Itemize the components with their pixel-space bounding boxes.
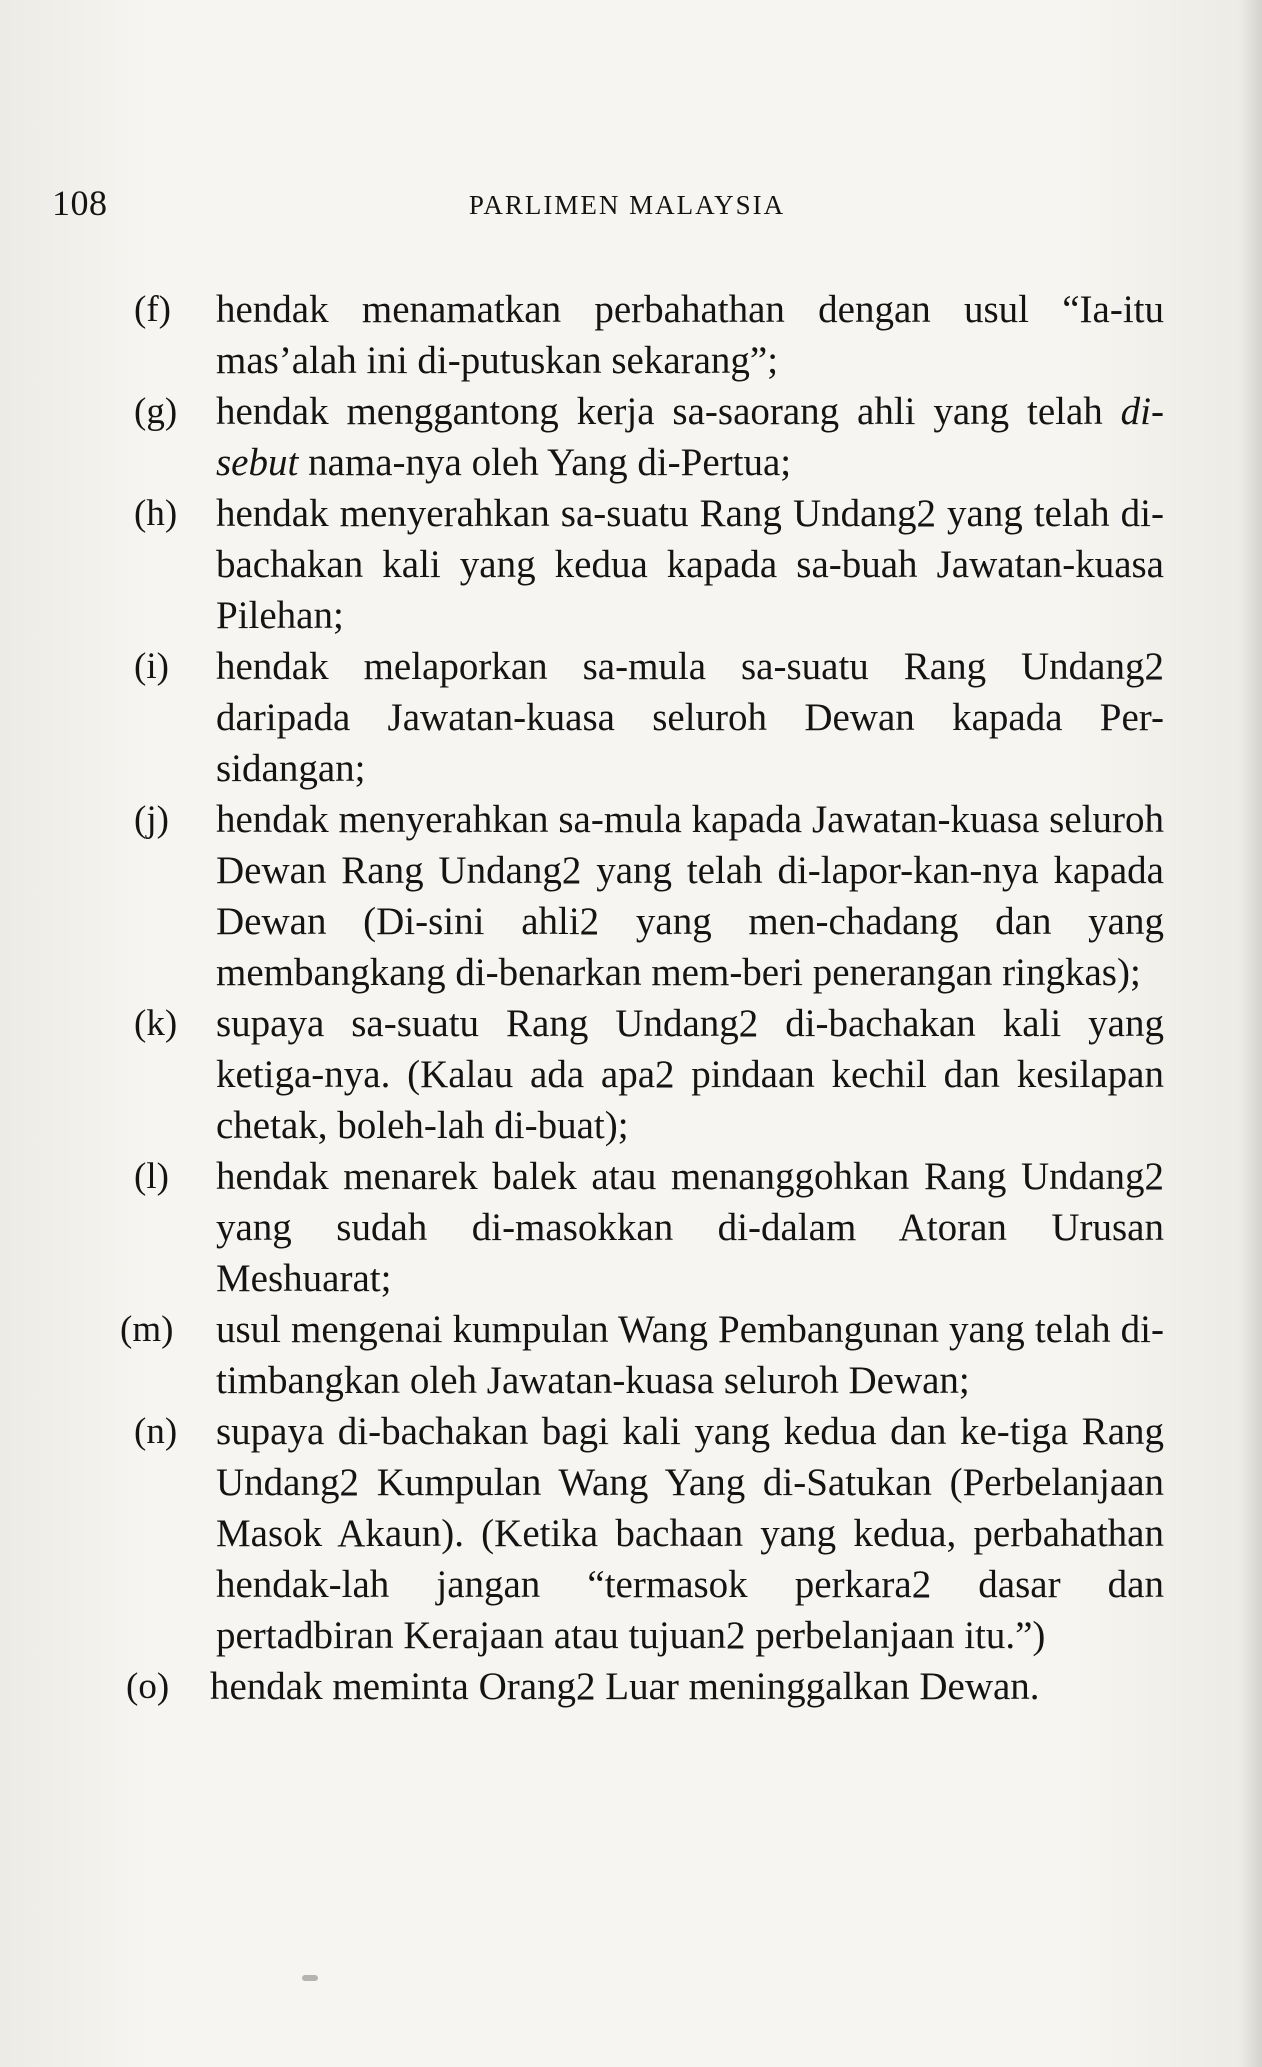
item-text-part: hendak menggantong kerja sa-saorang ahli yang telah	[216, 390, 1121, 433]
item-text	[216, 386, 1164, 488]
item-label: (i)	[134, 646, 169, 687]
item-text: supaya di-bachakan bagi kali yang kedua dan ke-tiga Rang Undang2 Kumpulan Wang Yang di-Satukan (Perbelanjaan Masok Akaun). (Ketika bachaan yang kedua, perbahathan hendak-lah jangan “termasok perkara2 dasar dan pertadbiran Kerajaan atau tujuan2 perbelanjaan itu.”)	[216, 1410, 1164, 1657]
item-label: (h)	[134, 493, 178, 534]
item-text: hendak menarek balek atau menanggohkan Rang Undang2 yang sudah di-masokkan di-dalam Atoran Urusan Meshuarat;	[216, 1155, 1164, 1300]
item-list	[120, 284, 1164, 1712]
item-text: hendak menamatkan perbahathan dengan usul “Ia-itu mas’alah ini di-putuskan sekarang”;	[216, 288, 1164, 382]
item-label: (o)	[126, 1666, 170, 1707]
item-text-italic: di-sebut	[216, 390, 1164, 484]
item-text: supaya sa-suatu Rang Undang2 di-bachakan kali yang ketiga-nya. (Kalau ada apa2 pindaan kechil dan kesilapan chetak, boleh-lah di-buat);	[216, 1002, 1164, 1147]
item-text: hendak meminta Orang2 Luar meninggalkan Dewan.	[210, 1665, 1040, 1708]
list-item-g	[128, 386, 1164, 488]
page-edge-shadow	[1240, 0, 1262, 2067]
list-item-h	[128, 488, 1164, 641]
item-label: (j)	[134, 799, 169, 840]
item-label: (k)	[134, 1003, 178, 1044]
item-text-part: nama-nya oleh Yang di-Pertua;	[298, 441, 792, 484]
item-label: (m)	[120, 1309, 174, 1350]
running-head: PARLIMEN MALAYSIA	[468, 190, 786, 220]
list-item-l	[128, 1151, 1164, 1304]
list-item-f	[128, 284, 1164, 386]
list-item-i	[128, 641, 1164, 794]
list-item-o	[128, 1661, 1164, 1712]
item-text: usul mengenai kumpulan Wang Pembangunan yang telah di-timbangkan oleh Jawatan-kuasa seluroh Dewan;	[216, 1308, 1164, 1402]
list-item-m	[120, 1304, 1164, 1406]
item-label: (g)	[134, 391, 178, 432]
item-label: (f)	[134, 289, 171, 330]
item-label: (n)	[134, 1411, 178, 1452]
page-header	[52, 182, 1162, 232]
list-item-j	[128, 794, 1164, 998]
list-item-k	[128, 998, 1164, 1151]
item-text: hendak menyerahkan sa-mula kapada Jawatan-kuasa seluroh Dewan Rang Undang2 yang telah di-lapor-kan-nya kapada Dewan (Di-sini ahli2 yang men-chadang dan yang membangkang di-benarkan mem-beri penerangan ringkas);	[216, 798, 1164, 994]
item-text: hendak menyerahkan sa-suatu Rang Undang2 yang telah di-bachakan kali yang kedua kapada sa-buah Jawatan-kuasa Pilehan;	[216, 492, 1164, 637]
item-text: hendak melaporkan sa-mula sa-suatu Rang Undang2 daripada Jawatan-kuasa seluroh Dewan kapada Per-sidangan;	[216, 645, 1164, 790]
ink-speck	[302, 1975, 318, 1981]
page-number: 108	[52, 183, 108, 223]
item-label: (l)	[134, 1156, 169, 1197]
list-item-n	[128, 1406, 1164, 1661]
